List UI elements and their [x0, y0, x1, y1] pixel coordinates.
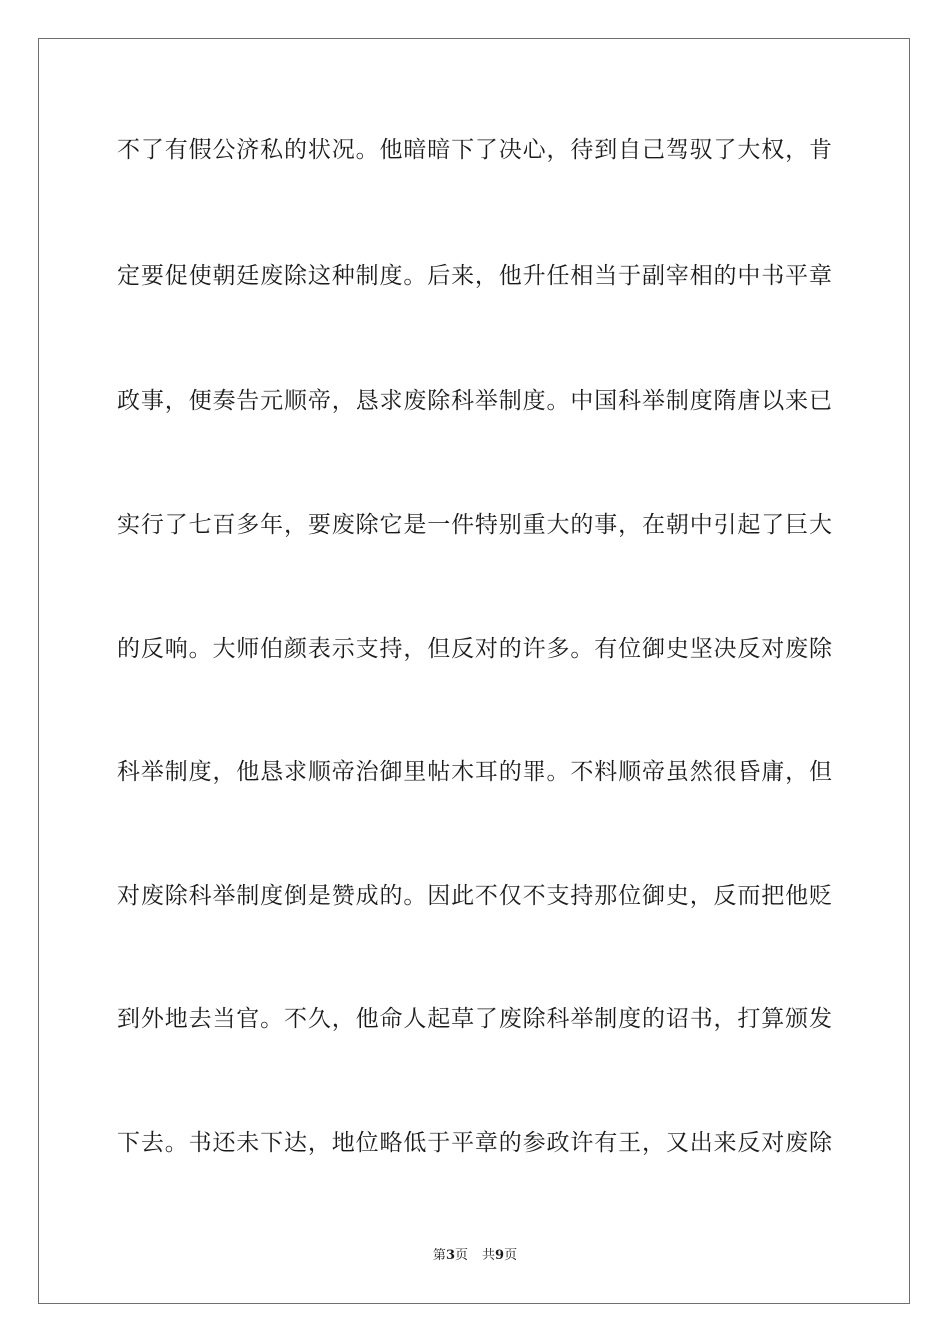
page-prefix: 第: [432, 1248, 446, 1263]
page-footer: [0, 1247, 950, 1265]
total-pages: 9: [495, 1248, 505, 1263]
text-line-1: 不了有假公济私的状况。他暗暗下了决心，待到自己驾驭了大权，肯: [117, 137, 832, 163]
page-number: 3: [445, 1248, 455, 1263]
text-line-7: 对废除科举制度倒是赞成的。因此不仅不支持那位御史，反而把他贬: [117, 883, 832, 909]
page-suffix: 页: [454, 1248, 468, 1263]
text-line-8: 到外地去当官。不久，他命人起草了废除科举制度的诏书，打算颁发: [117, 1006, 832, 1032]
text-line-9: 下去。书还未下达，地位略低于平章的参政许有王，又出来反对废除: [117, 1130, 832, 1156]
text-line-4: 实行了七百多年，要废除它是一件特别重大的事，在朝中引起了巨大: [117, 512, 832, 538]
text-line-2: 定要促使朝廷废除这种制度。后来，他升任相当于副宰相的中书平章: [117, 263, 832, 289]
text-line-3: 政事，便奏告元顺帝，恳求废除科举制度。中国科举制度隋唐以来已: [117, 388, 832, 414]
text-line-5: 的反响。大师伯颜表示支持，但反对的许多。有位御史坚决反对废除: [117, 636, 832, 662]
text-line-6: 科举制度，他恳求顺帝治御里帖木耳的罪。不料顺帝虽然很昏庸，但: [117, 759, 832, 785]
total-suffix: 页: [504, 1248, 518, 1263]
total-prefix: 共: [482, 1248, 496, 1263]
